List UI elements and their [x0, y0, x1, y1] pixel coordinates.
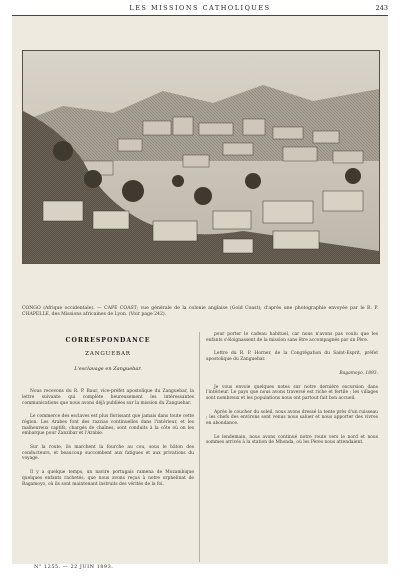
section-title: CORRESPONDANCE [65, 337, 151, 344]
paragraph: Nous recevons du R. P. Baur, vice-préfet apostolique du Zanguebar, la lettre suivante qui complète heureusement les intéressantes communications que nous avons déjà publiées sur la mission du Zanguebar. [22, 389, 194, 406]
paragraph: Je vous envoie quelques notes sur notre dernière excursion dans l'intérieur. Le pays que nous avons traversé est riche et fertile ; les villages sont nombreux et les populations nous ont partout fait bon accueil. [206, 384, 378, 401]
illustration-caption: CONGO (Afrique occidentale). — CAPE COAST; vue générale de la colonie anglaise (Gold Coast); d'après une photographie envoyée par le R. P. CHAPELLE, des Missions africaines de Lyon. (Voir page 242). [22, 306, 378, 317]
journal-title: LES MISSIONS CATHOLIQUES [129, 4, 271, 12]
paragraph: Sur la route, ils marchent la fourche au cou, sous le bâton des conducteurs, et beaucoup succombent aux fatigues et aux privations du voyage. [22, 445, 194, 462]
letter-date: Bagamoyo, 1893. [339, 370, 378, 376]
issue-footer: N° 1255. — 22 JUIN 1893. [34, 564, 114, 570]
left-column [22, 332, 194, 495]
paragraph: Le commerce des esclaves est plus florissant que jamais dans toute cette région. Les Arabes font des razzias continuelles dans l'intérieur, et les malheureux captifs, chargés de chaînes, sont conduits à la côte où on les embarque pour Zanzibar et l'Arabie. [22, 414, 194, 437]
paragraph: Lettre du R. P. Horner, de la Congrégation du Saint-Esprit, préfet apostolique du Zanguebar. [206, 351, 378, 363]
running-header [12, 4, 388, 14]
paragraph: Il y a quelque temps, un navire portugais ramena de Mozambique quelques enfants rachetés, que nous avons reçus à notre orphelinat de Bagamoyo, où ils sont maintenant instruits des vérités de la foi. [22, 470, 194, 487]
paragraph: Le lendemain, nous avons continué notre route vers le nord et nous sommes arrivés à la station de Mhonda, où les Pères nous attendaient. [206, 434, 378, 446]
page-number: 243 [375, 4, 388, 12]
paragraph: pour porter le cadeau habituel, car nous n'avons pas voulu que les enfants s'éloignassent de la mission sans être accompagnés par un Père. [206, 332, 378, 343]
section-sub-subtitle: L'esclavage en Zanguebar. [74, 366, 142, 373]
journal-page [12, 16, 388, 570]
column-divider [199, 332, 200, 562]
engraving-svg [23, 51, 379, 263]
section-subtitle: ZANGUEBAR [85, 350, 131, 357]
right-column [206, 332, 378, 454]
paragraph: Après le coucher du soleil, nous avons dressé la tente près d'un ruisseau ; les chefs des environs sont venus nous saluer et nous apporter des vivres en abondance. [206, 409, 378, 427]
engraving-illustration [22, 50, 380, 264]
